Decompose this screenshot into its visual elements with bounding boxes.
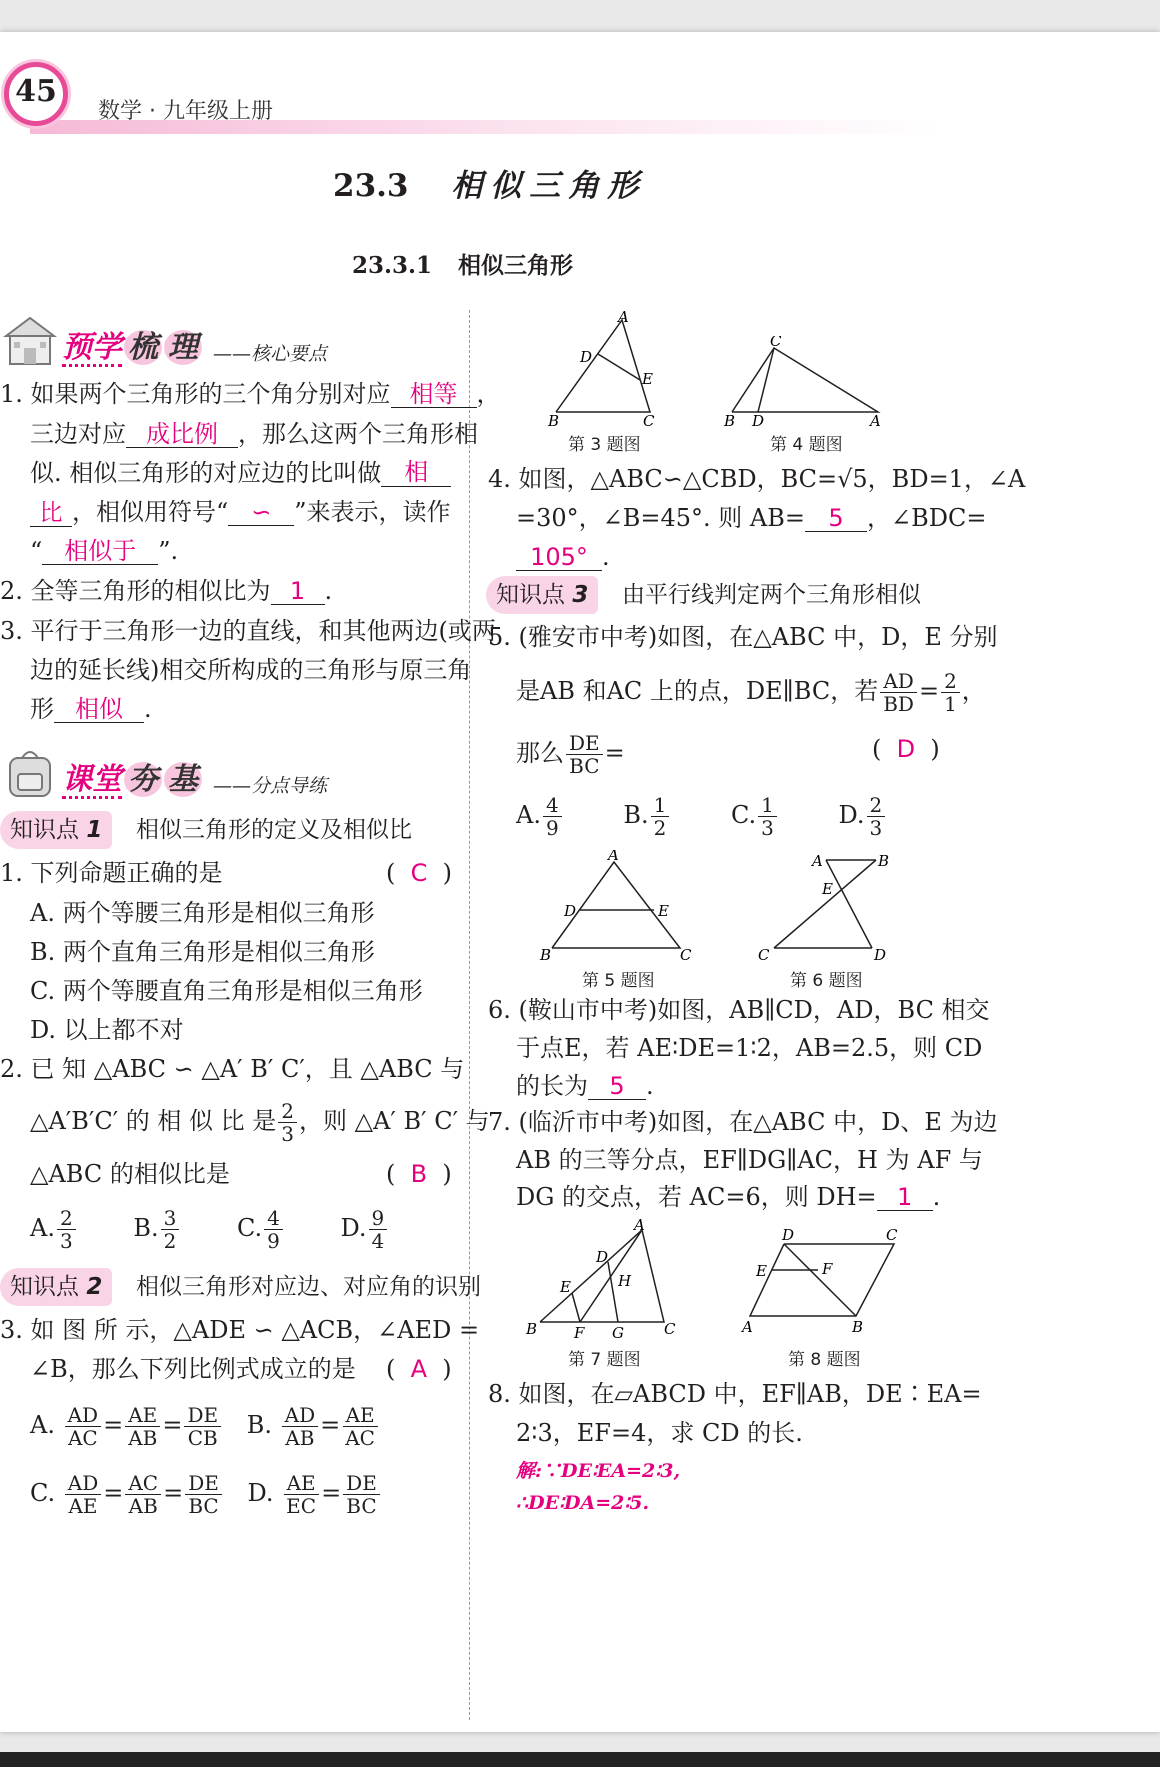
answer: C [410, 859, 428, 887]
badge-num: 3 [572, 582, 589, 608]
answer-blank-cont: 比 [30, 499, 72, 527]
text: =30°，∠B=45°. 则 AB= [516, 504, 806, 532]
q7-line-2: AB 的三等分点，EF∥DG∥AC，H 为 AF 与 [516, 1146, 983, 1174]
subsection-number: 23.3.1 [352, 252, 433, 279]
svg-text:B: B [724, 412, 736, 428]
caption-8: 第 8 题图 [788, 1350, 861, 1370]
q2-line-3: △ABC 的相似比是 [30, 1160, 230, 1188]
badge-label: 知识点 [10, 1274, 79, 1300]
answer-blank: 1 [271, 578, 325, 605]
svg-text:D: D [564, 902, 577, 920]
solution-line-2: ∴DE∶DA=2∶5. [516, 1492, 650, 1514]
text: 1. 如果两个三角形的三个角分别对应 [0, 380, 391, 408]
school-icon [2, 312, 58, 368]
badge-num: 2 [86, 1274, 103, 1300]
svg-text:D: D [596, 1248, 609, 1266]
svg-text:C: C [758, 946, 770, 962]
q6-line-3: 的长为 5 . [516, 1072, 654, 1100]
textbook-page [0, 32, 1160, 1732]
svg-text:D: D [580, 348, 593, 366]
banner-char: 课 [62, 762, 92, 797]
text: △A′B′C′ 的 相 似 比 是 [30, 1107, 277, 1135]
text: 是AB 和AC 上的点，DE∥BC，若 [516, 677, 879, 705]
preview-1-line-4 [30, 495, 451, 529]
answer-blank: 成比例 [126, 421, 238, 448]
q3-options-ab: A. $\frac{AD}{AC}$ = $\frac{AE}{AB}$ = $\frac{DE}{CB}$ B. $\frac{AD}{AB}$ = $\frac{AE}{AC}$ [30, 1404, 380, 1449]
svg-text:D: D [874, 946, 887, 962]
text: ”. [158, 537, 179, 565]
q2-options: A. $\frac{2}{3}$ B. $\frac{3}{2}$ C. $\frac{4}{9}$ D. $\frac{9}{4}$ [30, 1207, 389, 1252]
svg-text:A: A [870, 412, 881, 428]
knowledge-title-1: 相似三角形的定义及相似比 [136, 817, 412, 843]
subsection-name: 相似三角形 [458, 253, 574, 279]
preview-1-line-3 [30, 456, 451, 490]
text: DG 的交点，若 AC=6，则 DH= [516, 1183, 877, 1211]
svg-text:D: D [782, 1228, 795, 1244]
section-number: 23.3 [333, 168, 409, 204]
text: ，相似用符号“ [72, 498, 229, 526]
text: 形 [30, 695, 54, 723]
text: 2. 全等三角形的相似比为 [0, 577, 271, 605]
svg-text:E: E [822, 880, 833, 898]
svg-text:E: E [642, 370, 653, 388]
answer-blank [381, 458, 451, 487]
svg-text:C: C [664, 1320, 676, 1338]
q1-option-c: C. 两个等腰直角三角形是相似三角形 [30, 977, 423, 1005]
text: ，则 △A′ B′ C′ 与 [299, 1107, 490, 1135]
q5-answer: ( D ) [872, 735, 940, 763]
answer: B [410, 1160, 428, 1188]
caption-4: 第 4 题图 [770, 435, 843, 455]
svg-text:A: A [812, 852, 823, 870]
q1-option-a: A. 两个等腰三角形是相似三角形 [30, 899, 375, 927]
svg-text:F: F [574, 1324, 585, 1340]
svg-text:F: F [822, 1260, 833, 1278]
answer-blank: 相似 [54, 696, 144, 723]
svg-text:B: B [526, 1320, 538, 1338]
q2-line-1: 2. 已 知 △ABC ∽ △A′ B′ C′，且 △ABC 与 [0, 1055, 465, 1083]
preview-dots [62, 364, 122, 367]
preview-subtitle: ——核心要点 [213, 343, 328, 365]
figure-6 [754, 850, 894, 962]
book-title: 数学 · 九年级上册 [98, 99, 273, 124]
badge-label: 知识点 [10, 817, 79, 843]
section-name: 相似三角形 [451, 168, 647, 204]
column-divider [469, 310, 470, 1720]
q1-option-d: D. 以上都不对 [30, 1016, 184, 1044]
banner-char: 梳 [124, 330, 162, 365]
badge-label: 知识点 [496, 582, 565, 608]
answer: A [410, 1355, 428, 1383]
text: 那么 [516, 739, 564, 767]
preview-2: 2. 全等三角形的相似比为 1 . [0, 577, 333, 605]
svg-text:E: E [658, 902, 669, 920]
preview-1-line-1: 1. 如果两个三角形的三个角分别对应 相等 ， [0, 380, 501, 408]
caption-3: 第 3 题图 [568, 435, 641, 455]
answer-blank: 5 [805, 505, 867, 532]
preview-banner [62, 322, 202, 366]
q1-option-b: B. 两个直角三角形是相似三角形 [30, 938, 375, 966]
svg-text:E: E [756, 1262, 767, 1280]
preview-3-line-2: 边的延长线)相交所构成的三角形与原三角 [30, 656, 472, 684]
q2-line-2 [30, 1100, 490, 1145]
fraction: $\frac{2}{3}$ [278, 1100, 297, 1145]
text: 的长为 [516, 1072, 588, 1100]
preview-1-line-5: “ 相似于 ”. [30, 537, 179, 565]
svg-text:A: A [618, 308, 629, 326]
q5-line-1: 5. (雅安市中考)如图，在△ABC 中，D，E 分别 [488, 623, 998, 651]
figure-4 [718, 336, 888, 428]
answer-blank: 105° [516, 544, 602, 571]
svg-text:A: A [634, 1218, 645, 1234]
q4-line-1: 4. 如图，△ABC∽△CBD，BC=√5，BD=1，∠A [488, 465, 1026, 493]
svg-text:C: C [886, 1228, 898, 1244]
q5-line-3: 那么 $\frac{DE}{BC}$ = [516, 731, 625, 778]
answer: D [896, 735, 916, 763]
banner-char: 夯 [124, 762, 162, 797]
knowledge-badge-3 [486, 576, 598, 614]
text: 三边对应 [30, 420, 126, 448]
q3-line-1: 3. 如 图 所 示，△ADE ∽ △ACB，∠AED = [0, 1316, 480, 1344]
bottom-bar [0, 1752, 1160, 1767]
answer: 相 [404, 458, 429, 487]
svg-text:E: E [560, 1278, 571, 1296]
banner-char: 堂 [92, 762, 122, 797]
svg-text:A: A [608, 850, 619, 864]
classroom-subtitle: ——分点导练 [213, 775, 328, 797]
q2-answer: ( B ) [386, 1160, 452, 1188]
svg-text:H: H [618, 1272, 632, 1290]
preview-3-line-1: 3. 平行于三角形一边的直线，和其他两边(或两 [0, 617, 496, 645]
svg-text:B: B [540, 946, 552, 962]
figure-8 [738, 1228, 908, 1338]
classroom-banner [62, 754, 202, 798]
q4-line-3: 105° . [516, 540, 610, 574]
answer-blank: 相等 [391, 381, 477, 408]
q3-options-cd: C. $\frac{AD}{AE}$ = $\frac{AC}{AB}$ = $\frac{DE}{BC}$ D. $\frac{AE}{EC}$ = $\frac{DE}{BC}$ [30, 1472, 382, 1517]
section-title [333, 160, 646, 205]
banner-char: 基 [164, 762, 202, 797]
solution-line-1: 解:∵DE∶EA=2∶3, [516, 1460, 681, 1482]
banner-char: 理 [164, 330, 202, 365]
preview-3-line-3: 形 相似 . [30, 695, 152, 723]
caption-7: 第 7 题图 [568, 1350, 641, 1370]
svg-text:G: G [612, 1324, 624, 1340]
banner-char: 学 [92, 330, 122, 365]
caption-5: 第 5 题图 [582, 971, 655, 991]
q8-line-2: 2∶3，EF=4，求 CD 的长. [516, 1419, 803, 1447]
q3-line-2: ∠B，那么下列比例式成立的是 [30, 1355, 356, 1383]
page-number: 45 [15, 74, 57, 109]
preview-1-line-2 [30, 417, 478, 451]
banner-char: 预 [62, 330, 92, 365]
answer-blank: ∽ [228, 499, 294, 526]
q8-line-1: 8. 如图，在▱ABCD 中，EF∥AB，DE∶EA= [488, 1380, 982, 1408]
text: 似. 相似三角形的对应边的比叫做 [30, 459, 382, 487]
figure-7 [522, 1218, 682, 1340]
answer-blank: 1 [877, 1184, 933, 1211]
svg-text:D: D [752, 412, 765, 428]
q6-line-2: 于点E，若 AE∶DE=1∶2，AB=2.5，则 CD [516, 1034, 983, 1062]
backpack-icon [2, 744, 58, 800]
q3-answer: ( A ) [386, 1355, 452, 1383]
q7-line-3: DG 的交点，若 AC=6，则 DH= 1 . [516, 1183, 941, 1211]
svg-text:A: A [742, 1318, 753, 1336]
q5-line-2: 是AB 和AC 上的点，DE∥BC，若 $\frac{AD}{BD}$ = $\frac{2}{1}$ ， [516, 669, 986, 716]
knowledge-title-2: 相似三角形对应边、对应角的识别 [136, 1274, 481, 1300]
q7-line-1: 7. (临沂市中考)如图，在△ABC 中，D、E 为边 [488, 1108, 998, 1136]
svg-text:B: B [878, 852, 890, 870]
answer-blank: 5 [588, 1073, 646, 1100]
text: ，∠BDC= [867, 504, 987, 532]
svg-text:C: C [643, 412, 655, 428]
text: ”来表示，读作 [294, 498, 451, 526]
svg-text:C: C [770, 336, 782, 350]
svg-text:B: B [852, 1318, 864, 1336]
knowledge-badge-1 [0, 811, 112, 849]
q6-line-1: 6. (鞍山市中考)如图，AB∥CD，AD，BC 相交 [488, 996, 990, 1024]
figure-5 [534, 850, 704, 962]
q5-options: A. $\frac{4}{9}$ B. $\frac{1}{2}$ C. $\frac{1}{3}$ D. $\frac{2}{3}$ [516, 794, 887, 839]
svg-text:B: B [548, 412, 560, 428]
figure-3 [540, 308, 670, 428]
classroom-dots [62, 796, 122, 799]
q4-line-2 [516, 501, 986, 535]
knowledge-title-3: 由平行线判定两个三角形相似 [622, 582, 921, 608]
q1-stem: 1. 下列命题正确的是 [0, 859, 223, 887]
badge-num: 1 [86, 817, 103, 843]
q1-answer: ( C ) [386, 859, 453, 887]
knowledge-badge-2 [0, 1268, 112, 1306]
subsection-title [352, 247, 573, 280]
svg-text:C: C [680, 946, 692, 962]
caption-6: 第 6 题图 [790, 971, 863, 991]
answer-blank: 相似于 [42, 538, 158, 565]
text: ，那么这两个三角形相 [238, 420, 478, 448]
